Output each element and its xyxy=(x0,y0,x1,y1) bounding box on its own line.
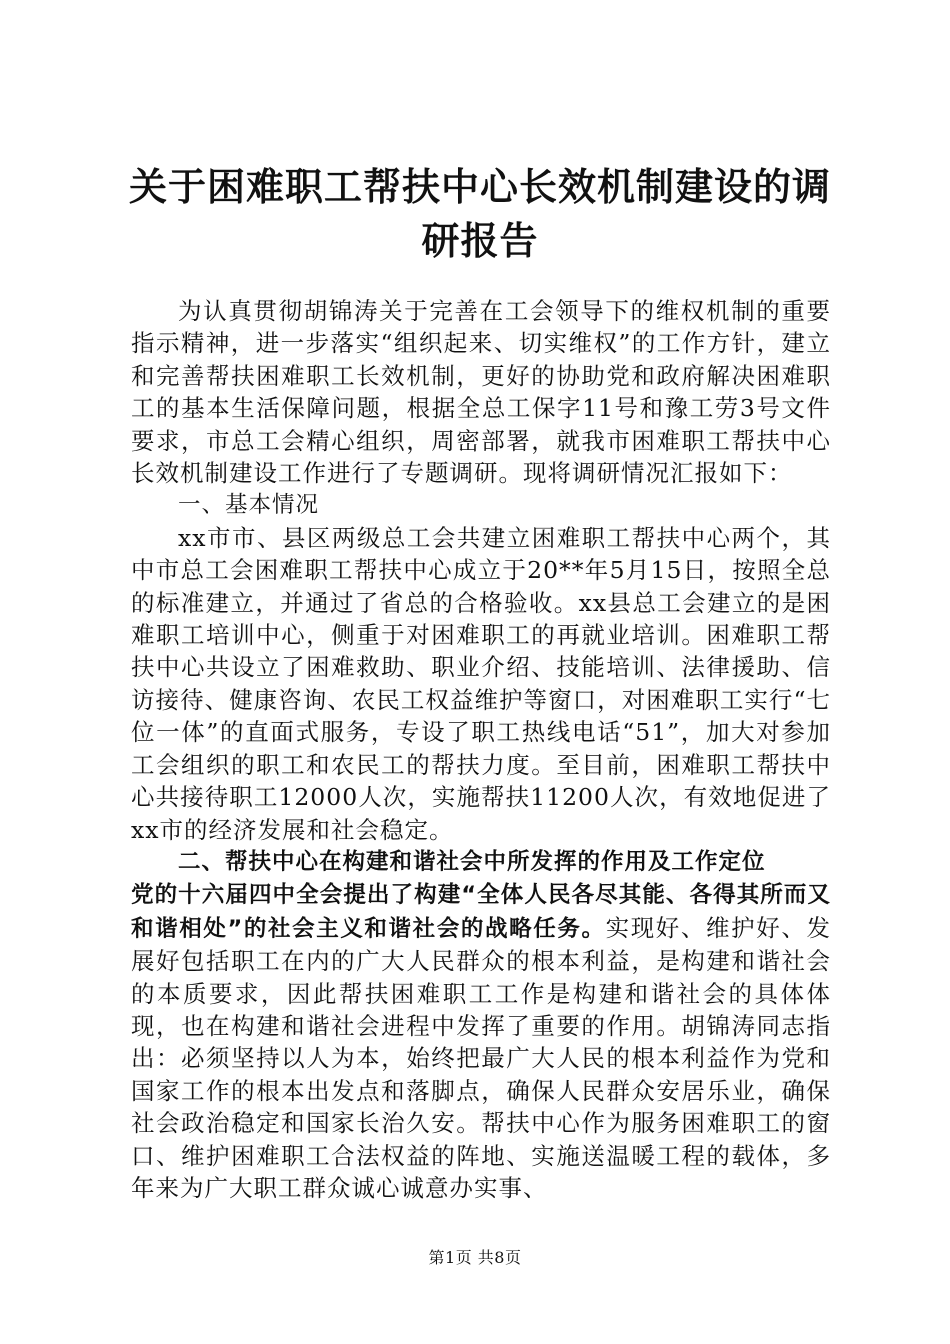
section-heading-role-positioning: 二、帮扶中心在构建和谐社会中所发挥的作用及工作定位 xyxy=(178,848,766,875)
section2-paragraph xyxy=(131,878,831,1204)
section2-bold-sentence: 党的十六届四中全会提出了构建“全体人民各尽其能、各得其所而又和谐相处”的社会主义和谐社会的战略任务。 xyxy=(131,882,831,942)
intro-paragraph: 为认真贯彻胡锦涛关于完善在工会领导下的维权机制的重要指示精神，进一步落实“组织起来、切实维权”的工作方针，建立和完善帮扶困难职工长效机制，更好的协助党和政府解决困难职工的基本生活保障问题，根据全总工保字11号和豫工劳3号文件要求，市总工会精心组织，周密部署，就我市困难职工帮扶中心长效机制建设工作进行了专题调研。现将调研情况汇报如下： xyxy=(131,297,831,488)
page-footer: 第1页 共8页 xyxy=(428,1248,522,1267)
section-heading-basic-situation: 一、基本情况 xyxy=(178,492,320,519)
document-title: 关于困难职工帮扶中心长效机制建设的调研报告 xyxy=(128,165,831,263)
document-body xyxy=(131,295,831,1204)
section1-paragraph: xx市市、县区两级总工会共建立困难职工帮扶中心两个，其中市总工会困难职工帮扶中心成立于20**年5月15日，按照全总的标准建立，并通过了省总的合格验收。xx县总工会建立的是困难职工培训中心，侧重于对困难职工的再就业培训。困难职工帮扶中心共设立了困难救助、职业介绍、技能培训、法律援助、信访接待、健康咨询、农民工权益维护等窗口，对困难职工实行“七位一体”的直面式服务，专设了职工热线电话“51”，加大对参加工会组织的职工和农民工的帮扶力度。至目前，困难职工帮扶中心共接待职工12000人次，实施帮扶11200人次，有效地促进了xx市的经济发展和社会稳定。 xyxy=(131,523,831,844)
section2-text: 实现好、维护好、发展好包括职工在内的广大人民群众的根本利益，是构建和谐社会的本质要求，因此帮扶困难职工工作是构建和谐社会的具体体现，也在构建和谐社会进程中发挥了重要的作用。胡锦涛同志指出：必须坚持以人为本，始终把最广大人民的根本利益作为党和国家工作的根本出发点和落脚点，确保人民群众安居乐业，确保社会政治稳定和国家长治久安。帮扶中心作为服务困难职工的窗口、维护困难职工合法权益的阵地、实施送温暖工程的载体，多年来为广大职工群众诚心诚意办实事、 xyxy=(131,913,831,1202)
